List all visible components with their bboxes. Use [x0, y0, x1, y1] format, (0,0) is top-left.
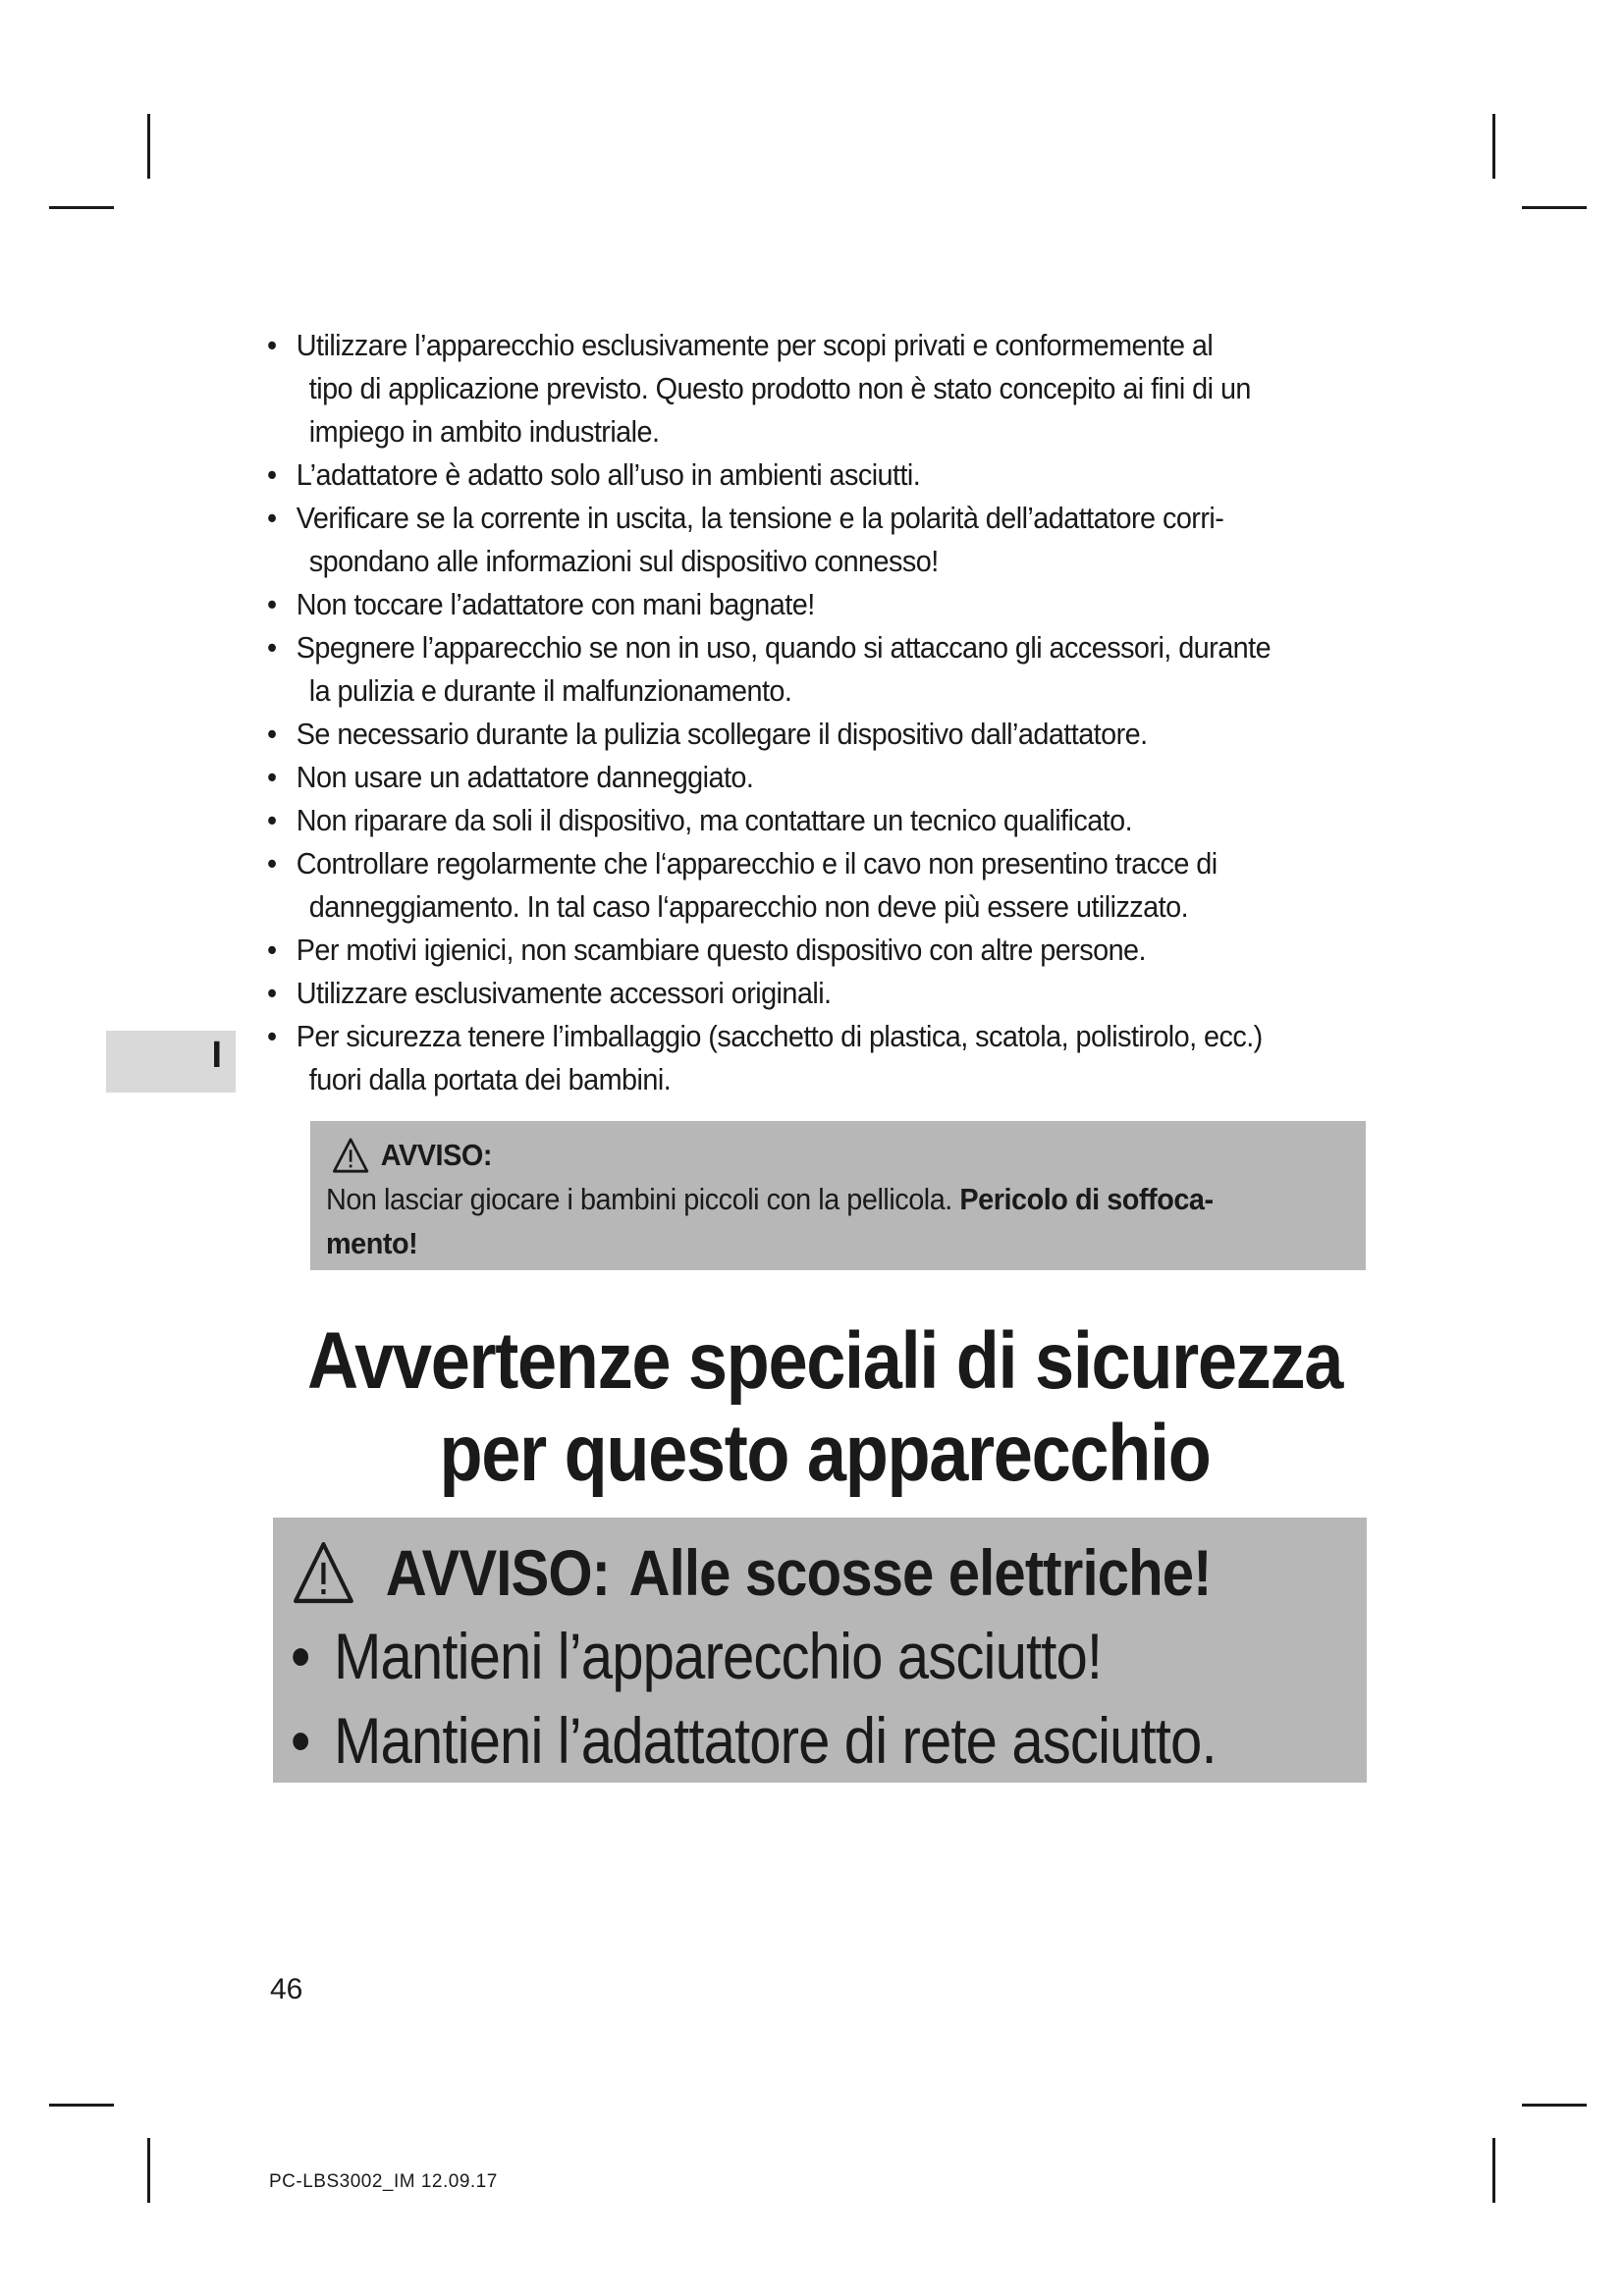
crop-mark — [1492, 114, 1495, 179]
bullet-icon: • — [267, 933, 277, 967]
bullet-text: Controllare regolarmente che l‘apparecchio e il cavo non presentino tracce di — [296, 846, 1218, 881]
bullet-text: Se necessario durante la pulizia scollegare il dispositivo dall’adattatore. — [296, 717, 1148, 751]
section-heading-line1: Avvertenze speciali di sicurezza — [306, 1316, 1343, 1406]
bullet-icon: • — [267, 587, 277, 621]
bullet-text: L’adattatore è adatto solo all’uso in ambienti asciutti. — [296, 457, 921, 492]
bullet-text: Spegnere l’apparecchio se non in uso, quando si attaccano gli accessori, durante — [296, 630, 1272, 665]
safety-bullet-item — [267, 756, 1290, 799]
warning-header — [326, 1133, 1377, 1177]
bullet-text-continued: impiego in ambito industriale. — [308, 414, 660, 449]
bullet-icon: • — [267, 976, 277, 1010]
safety-bullet-item — [267, 583, 1290, 626]
page-number: 46 — [270, 1973, 303, 2005]
electric-warning-item — [291, 1614, 1371, 1698]
bullet-text-continued: fuori dalla portata dei bambini. — [308, 1062, 672, 1096]
bullet-text-continued: danneggiamento. In tal caso l‘apparecchio non deve più essere utilizzato. — [308, 889, 1189, 924]
bullet-icon: • — [291, 1704, 310, 1777]
safety-bullet-item — [267, 324, 1290, 454]
bullet-icon: • — [267, 328, 277, 362]
warning-box-small — [310, 1121, 1366, 1270]
crop-mark — [49, 206, 114, 209]
bullet-icon: • — [267, 803, 277, 837]
electric-warning-label: AVVISO: — [385, 1536, 611, 1609]
safety-bullet-item — [267, 626, 1290, 713]
bullet-icon: • — [267, 717, 277, 751]
warning-triangle-icon — [332, 1137, 370, 1174]
language-tab — [106, 1031, 236, 1093]
safety-bullet-item — [267, 713, 1290, 756]
crop-mark — [49, 2104, 114, 2107]
crop-mark — [1492, 2138, 1495, 2203]
footer-code: PC-LBS3002_IM 12.09.17 — [269, 2171, 498, 2192]
bullet-text-continued: tipo di applicazione previsto. Questo prodotto non è stato concepito ai fini di un — [308, 371, 1251, 405]
electric-warning-title: Alle scosse elettriche! — [628, 1536, 1212, 1609]
safety-bullet-item — [267, 497, 1290, 583]
warning-box-electric — [273, 1518, 1367, 1783]
electric-warning-item-text: Mantieni l’apparecchio asciutto! — [334, 1620, 1103, 1692]
section-heading-line2: per questo apparecchio — [439, 1409, 1211, 1498]
safety-bullet-item — [267, 1015, 1290, 1101]
safety-bullet-list — [267, 324, 1290, 1101]
bullet-icon: • — [267, 846, 277, 881]
crop-mark — [1522, 206, 1587, 209]
section-heading — [196, 1315, 1453, 1500]
bullet-text-continued: spondano alle informazioni sul dispositivo connesso! — [308, 544, 939, 578]
safety-bullet-item — [267, 799, 1290, 842]
safety-bullet-item — [267, 929, 1290, 972]
bullet-text: Non usare un adattatore danneggiato. — [296, 760, 754, 794]
bullet-text: Utilizzare esclusivamente accessori originali. — [296, 976, 832, 1010]
electric-warning-item-text: Mantieni l’adattatore di rete asciutto. — [334, 1704, 1217, 1777]
language-tab-label: I — [211, 1035, 222, 1076]
bullet-text-continued: la pulizia e durante il malfunzionamento. — [308, 673, 792, 708]
bullet-text: Utilizzare l’apparecchio esclusivamente per scopi privati e conformemente al — [296, 328, 1214, 362]
bullet-text: Non toccare l’adattatore con mani bagnate! — [296, 587, 815, 621]
electric-warning-item — [291, 1698, 1371, 1783]
bullet-icon: • — [267, 760, 277, 794]
warning-triangle-icon — [291, 1539, 356, 1606]
bullet-text: Per sicurezza tenere l’imballaggio (sacchetto di plastica, scatola, polistirolo, ecc.) — [296, 1019, 1263, 1053]
bullet-icon: • — [267, 630, 277, 665]
safety-bullet-item — [267, 454, 1290, 497]
bullet-icon: • — [267, 457, 277, 492]
warning-label: AVVISO: — [380, 1138, 492, 1172]
electric-warning-list — [291, 1614, 1371, 1783]
bullet-text: Non riparare da soli il dispositivo, ma contattare un tecnico qualificato. — [296, 803, 1133, 837]
crop-mark — [1522, 2104, 1587, 2107]
bullet-text: Verificare se la corrente in uscita, la tensione e la polarità dell’adattatore corri- — [296, 501, 1224, 535]
crop-mark — [147, 2138, 150, 2203]
warning-text: Non lasciar giocare i bambini piccoli con la pellicola. Pericolo di soffoca- mento! — [326, 1182, 1214, 1260]
crop-mark — [147, 114, 150, 179]
bullet-icon: • — [291, 1620, 310, 1692]
safety-bullet-item — [267, 842, 1290, 929]
bullet-icon: • — [267, 501, 277, 535]
electric-warning-header — [291, 1531, 1371, 1614]
bullet-icon: • — [267, 1019, 277, 1053]
safety-bullet-item — [267, 972, 1290, 1015]
bullet-text: Per motivi igienici, non scambiare questo dispositivo con altre persone. — [296, 933, 1146, 967]
